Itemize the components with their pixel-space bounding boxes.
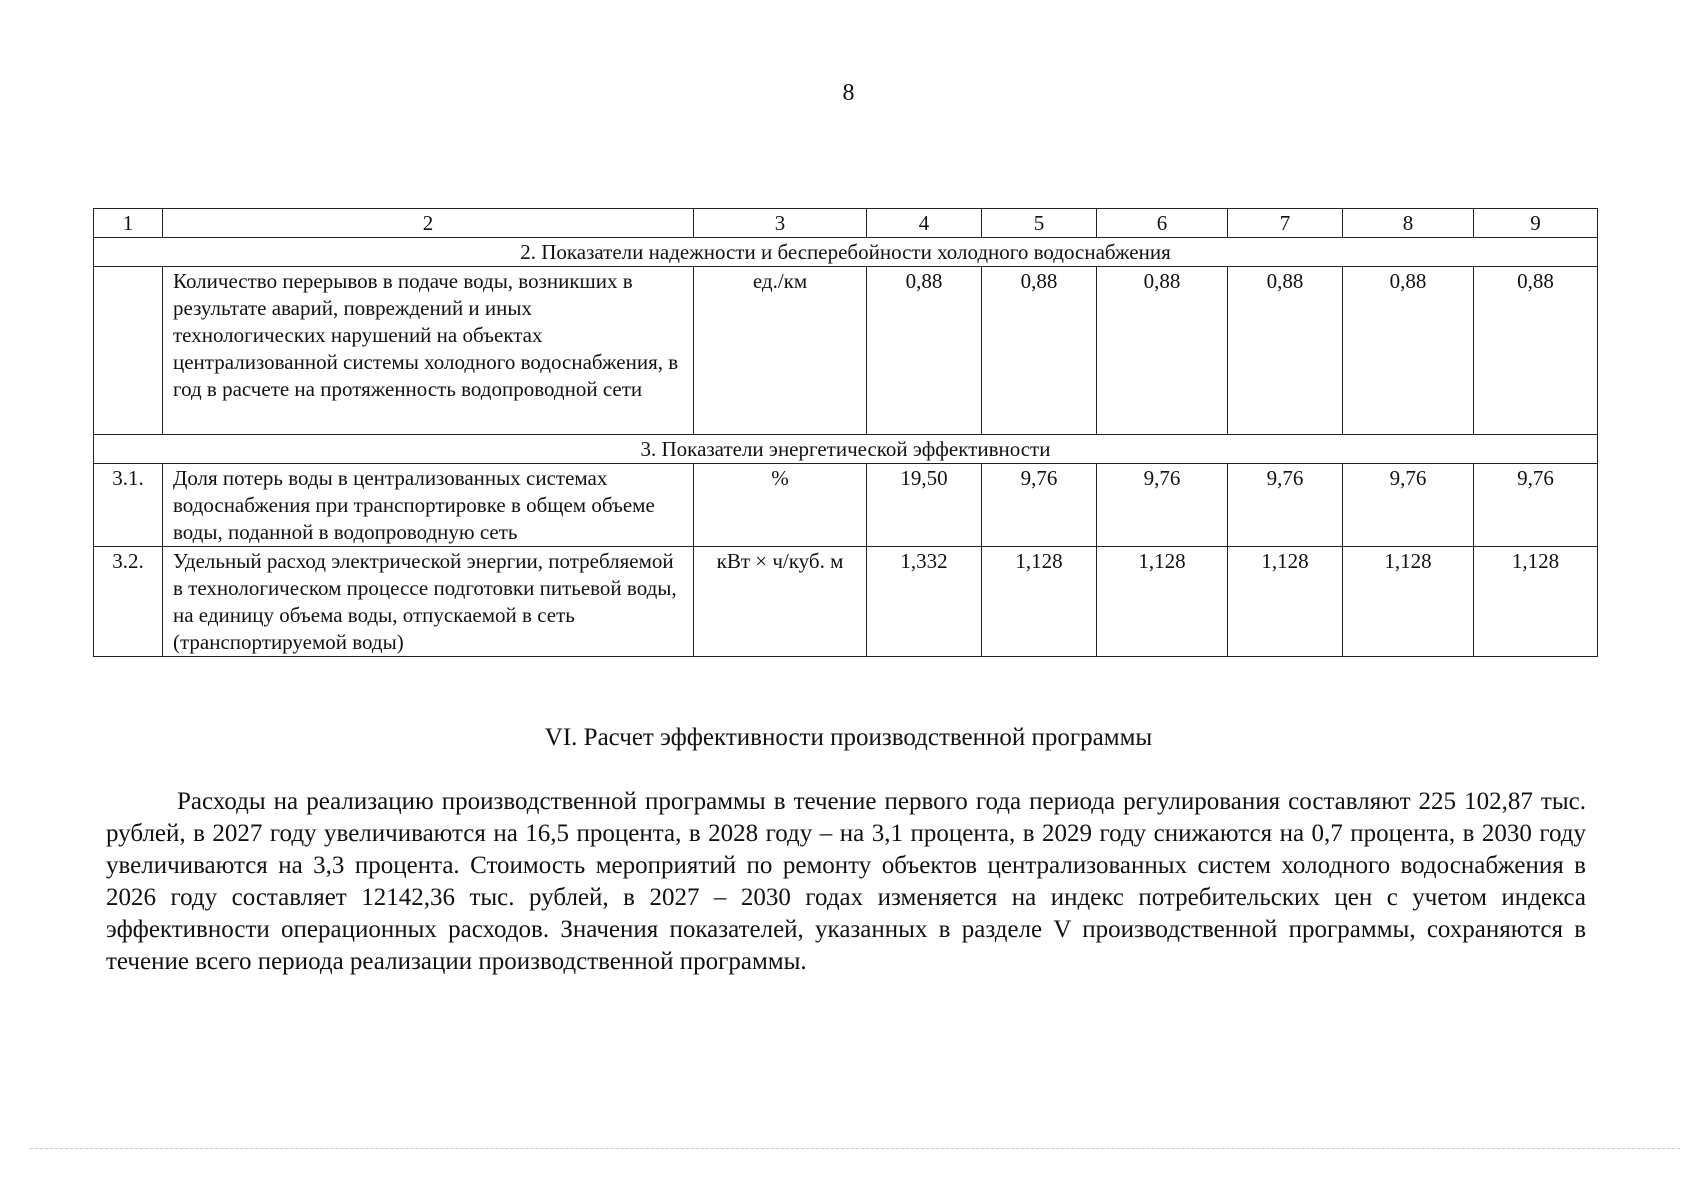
value-cell: 9,76 [1474,464,1598,547]
page-number: 8 [842,80,855,106]
column-number-header: 6 [1097,209,1228,238]
value-cell: 0,88 [1474,267,1598,435]
column-number-header: 3 [694,209,867,238]
column-number-header: 4 [867,209,982,238]
row-number: 3.1. [94,464,163,547]
indicator-description: Количество перерывов в подаче воды, возникших в результате аварий, повреждений и иных технологических нарушений на объектах централизованной системы холодного водоснабжения, в год в расчете на протяженность водопроводной сети [163,267,694,435]
section-row-reliability [94,238,1598,267]
row-number [94,267,163,435]
value-cell: 0,88 [1097,267,1228,435]
value-cell: 0,88 [982,267,1097,435]
unit-cell: % [694,464,867,547]
table-header-row [94,209,1598,238]
body-paragraph: Расходы на реализацию производственной программы в течение первого года периода регулирования составляют 225 102,87 тыс. рублей, в 2027 году увеличиваются на 16,5 процента, в 2028 году – на 3,1 процента, в 2029 году снижаются на 0,7 процента, в 2030 году увеличиваются на 3,3 процента. Стоимость мероприятий по ремонту объектов централизованных систем холодного водоснабжения в 2026 году составляет 12142,36 тыс. рублей, в 2027 – 2030 годах изменяется на индекс потребительских цен с учетом индекса эффективности операционных расходов. Значения показателей, указанных в разделе V производственной программы, сохраняются в течение всего периода реализации производственной программы. [106,788,1586,975]
section-title: 3. Показатели энергетической эффективности [94,435,1598,464]
section-title: 2. Показатели надежности и бесперебойности холодного водоснабжения [94,238,1598,267]
table-row [94,547,1598,657]
column-number-header: 2 [163,209,694,238]
value-cell: 9,76 [982,464,1097,547]
value-cell: 9,76 [1343,464,1474,547]
indicator-description: Удельный расход электрической энергии, потребляемой в технологическом процессе подготовки питьевой воды, на единицу объема воды, отпускаемой в сеть (транспортируемой воды) [163,547,694,657]
column-number-header: 5 [982,209,1097,238]
table-row [94,267,1598,435]
value-cell: 1,128 [1474,547,1598,657]
unit-cell: ед./км [694,267,867,435]
value-cell: 1,128 [1228,547,1343,657]
value-cell: 0,88 [867,267,982,435]
column-number-header: 9 [1474,209,1598,238]
column-number-header: 7 [1228,209,1343,238]
section-row-energy-efficiency [94,435,1598,464]
value-cell: 1,332 [867,547,982,657]
value-cell: 1,128 [1343,547,1474,657]
row-number: 3.2. [94,547,163,657]
value-cell: 19,50 [867,464,982,547]
value-cell: 1,128 [1097,547,1228,657]
column-number-header: 8 [1343,209,1474,238]
section-heading: VI. Расчет эффективности производственной программы [544,724,1153,751]
scan-artifact-line [30,1148,1680,1149]
table-row [94,464,1598,547]
value-cell: 0,88 [1228,267,1343,435]
value-cell: 9,76 [1228,464,1343,547]
indicator-description: Доля потерь воды в централизованных системах водоснабжения при транспортировке в общем объеме воды, поданной в водопроводную сеть [163,464,694,547]
value-cell: 0,88 [1343,267,1474,435]
value-cell: 9,76 [1097,464,1228,547]
column-number-header: 1 [94,209,163,238]
value-cell: 1,128 [982,547,1097,657]
unit-cell: кВт × ч/куб. м [694,547,867,657]
indicators-table [93,208,1598,657]
